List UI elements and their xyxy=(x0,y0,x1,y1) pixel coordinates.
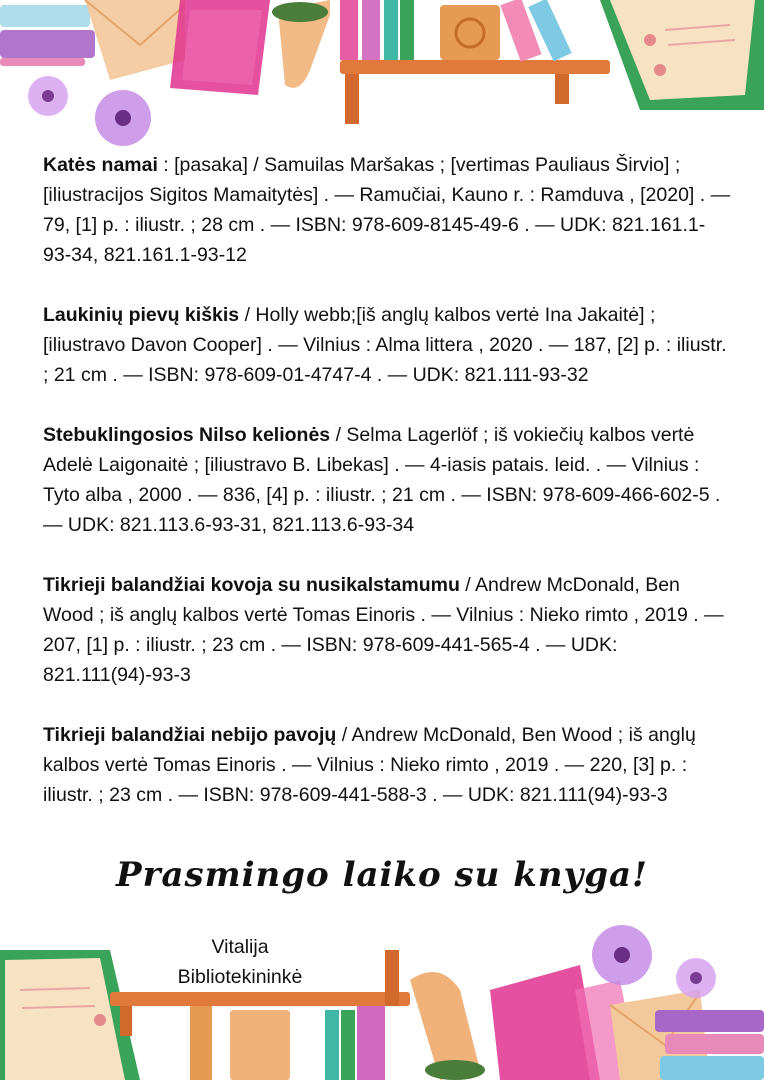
book-title: Laukinių pievų kiškis xyxy=(43,304,240,326)
slogan-text: Prasmingo laiko su knyga! xyxy=(116,855,648,895)
book-entry-2 xyxy=(43,300,733,390)
flower-icon xyxy=(28,76,68,116)
flower-icon xyxy=(592,925,652,985)
book-details: / Andrew McDonald, Ben Wood ; iš anglų kalbos vertė Tomas Einoris . — Vilnius : Nieko rimto , 2019 . — 220, [3] p. : iliustr. ; 23 cm . — ISBN: 978-609-441-588-3 . — UDK: 821.111(94)-93-3 xyxy=(43,724,696,806)
book-entry-5 xyxy=(43,720,733,810)
bottom-decoration xyxy=(0,920,764,1080)
book-entry-1 xyxy=(43,150,733,270)
entries-list xyxy=(43,150,733,840)
book-title: Tikrieji balandžiai nebijo pavojų xyxy=(43,724,337,746)
book-entry-3 xyxy=(43,420,733,540)
scroll-icon xyxy=(410,972,485,1080)
book-details: : [pasaka] / Samuilas Maršakas ; [vertimas Pauliaus Širvio] ; [iliustracijos Sigitos Mamaitytės] . — Ramučiai, Kauno r. : Ramduva , [2020] . — 79, [1] p. : iliustr. ; 28 cm . — ISBN: 978-609-8145-49-6 . — UDK: 821.161.1-93-34, 821.161.1-93-12 xyxy=(43,154,731,266)
books-stack-icon xyxy=(655,1010,764,1080)
open-book-icon xyxy=(600,0,764,110)
books-stack-icon xyxy=(0,5,95,66)
book-entry-4 xyxy=(43,570,733,690)
book-details: / Holly webb;[iš anglų kalbos vertė Ina Jakaitė] ; [iliustravo Davon Cooper] . — Vilnius : Alma littera , 2020 . — 187, [2] p. : iliustr. ; 21 cm . — ISBN: 978-609-01-4747-4 . — UDK: 821.111-93-32 xyxy=(43,304,727,386)
scroll-icon xyxy=(272,0,330,88)
slogan xyxy=(0,855,764,895)
flower-icon xyxy=(95,90,151,146)
envelope-icon xyxy=(85,0,185,80)
pink-book-icon xyxy=(170,0,270,95)
book-title: Katės namai xyxy=(43,154,158,176)
signature xyxy=(165,932,315,992)
book-details: / Selma Lagerlöf ; iš vokiečių kalbos vertė Adelė Laigonaitė ; [iliustravo B. Libekas] . — 4-iasis patais. leid. . — Vilnius : Tyto alba , 2000 . — 836, [4] p. : iliustr. ; 21 cm . — ISBN: 978-609-466-602-5 . — UDK: 821.113.6-93-31, 821.113.6-93-34 xyxy=(43,424,721,536)
signature-name: Vitalija xyxy=(211,936,269,958)
signature-role: Bibliotekininkė xyxy=(177,966,303,988)
shelf-icon xyxy=(340,0,610,124)
flower-icon xyxy=(676,958,716,998)
open-book-icon xyxy=(0,950,140,1080)
book-title: Tikrieji balandžiai kovoja su nusikalstamumu xyxy=(43,574,460,596)
book-title: Stebuklingosios Nilso kelionės xyxy=(43,424,331,446)
book-details: / Andrew McDonald, Ben Wood ; iš anglų kalbos vertė Tomas Einoris . — Vilnius : Nieko rimto , 2019 . — 207, [1] p. : iliustr. ; 23 cm . — ISBN: 978-609-441-565-4 . — UDK: 821.111(94)-93-3 xyxy=(43,574,724,686)
top-decoration xyxy=(0,0,764,150)
